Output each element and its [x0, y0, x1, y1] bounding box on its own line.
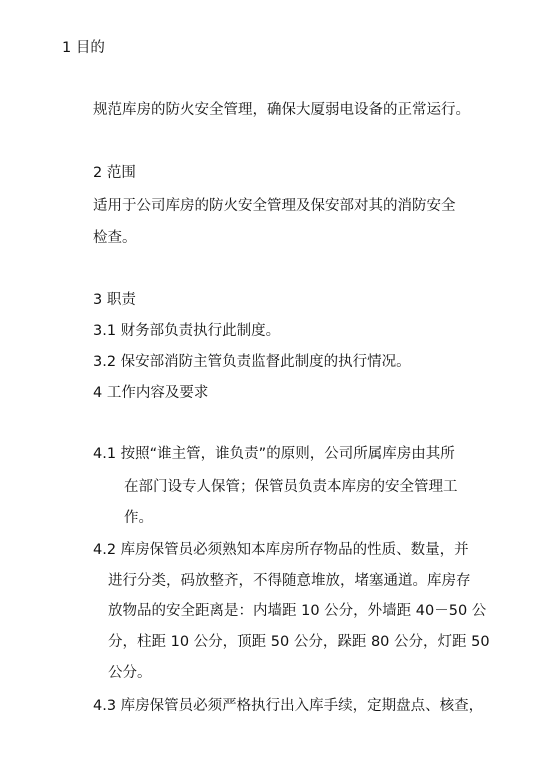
section-1-heading: 1 目的 [62, 40, 105, 56]
section-2-body-line1: 适用于公司库房的防火安全管理及保安部对其的消防安全 [93, 198, 456, 214]
item-4-1-line-2: 在部门设专人保管；保管员负责本库房的安全管理工 [124, 479, 458, 495]
section-2-heading: 2 范围 [93, 165, 136, 181]
section-4-heading: 4 工作内容及要求 [93, 385, 209, 401]
item-4-2-line-2: 进行分类，码放整齐，不得随意堆放，堵塞通道。库房存 [108, 573, 471, 589]
item-4-1-line-3: 作。 [124, 510, 153, 526]
section-3-heading: 3 职责 [93, 292, 136, 308]
item-4-2-line-5: 公分。 [108, 665, 152, 681]
item-4-2-line-4: 分，柱距 10 公分，顶距 50 公分，跺距 80 公分，灯距 50 [108, 634, 490, 650]
item-4-1-line-1: 4.1 按照“谁主管，谁负责”的原则，公司所属库房由其所 [93, 446, 455, 462]
section-3-item-1: 3.1 财务部负责执行此制度。 [93, 323, 281, 339]
section-3-item-2: 3.2 保安部消防主管负责监督此制度的执行情况。 [93, 354, 411, 370]
section-1-body: 规范库房的防火安全管理，确保大厦弱电设备的正常运行。 [93, 102, 470, 118]
item-4-3-line-1: 4.3 库房保管员必须严格执行出入库手续，定期盘点、核查， [93, 698, 484, 714]
item-4-2-line-3: 放物品的安全距离是：内墙距 10 公分，外墙距 40－50 公 [108, 603, 487, 619]
section-2-body-line2: 检查。 [93, 230, 137, 246]
item-4-2-line-1: 4.2 库房保管员必须熟知本库房所存物品的性质、数量，并 [93, 542, 469, 558]
